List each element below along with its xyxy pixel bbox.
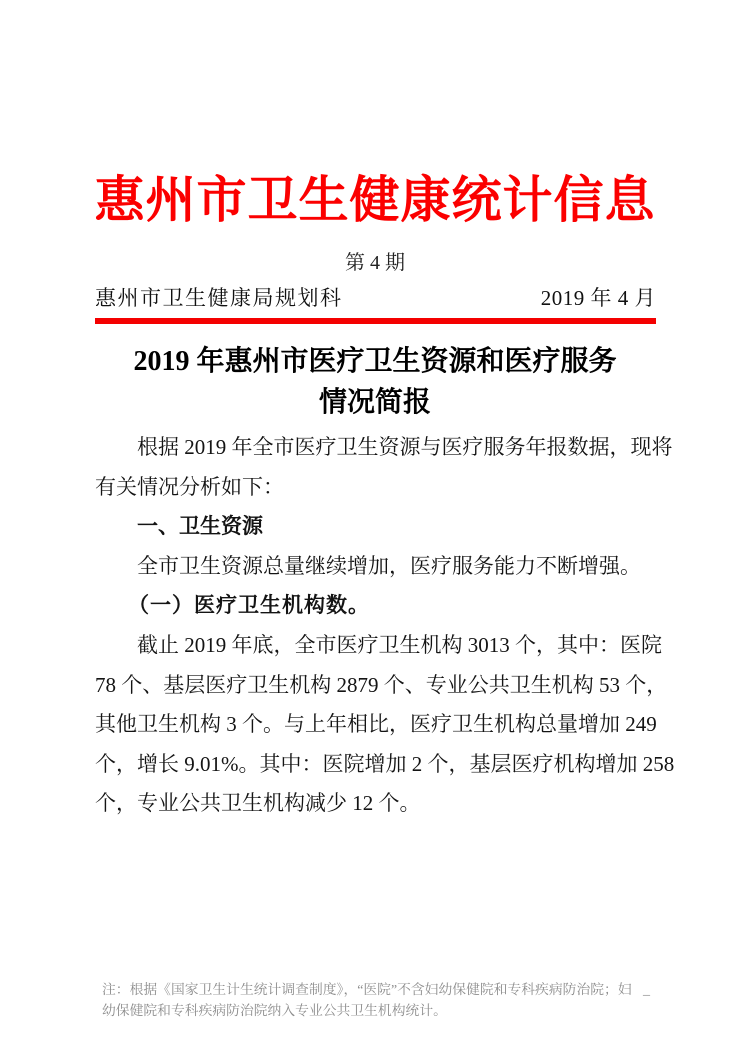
section-heading: 一、卫生资源 (137, 514, 263, 539)
paragraph-line: 个，专业公共卫生机构减少 12 个。 (95, 791, 421, 816)
paragraph-line: 有关情况分析如下： (95, 474, 284, 499)
issue-date: 2019 年 4 月 (540, 286, 656, 310)
footnote (102, 980, 672, 1021)
article-title (0, 341, 750, 423)
scan-artifact-underscore: _ (643, 983, 650, 998)
subsection-heading: （一）医疗卫生机构数。 (128, 593, 370, 618)
article-body (95, 428, 675, 824)
publisher-name: 惠州市卫生健康局规划科 (95, 286, 343, 310)
paragraph-line: 截止 2019 年底，全市医疗卫生机构 3013 个，其中：医院 (137, 632, 662, 657)
red-divider-rule (95, 318, 656, 324)
masthead-title: 惠州市卫生健康统计信息 (94, 172, 656, 228)
paragraph-line: 根据 2019 年全市医疗卫生资源与医疗服务年报数据，现将 (137, 435, 673, 459)
publisher-row (95, 282, 656, 312)
article-title-line-2: 情况简报 (318, 387, 431, 418)
footnote-line-1: 注：根据《国家卫生计生统计调查制度》，“医院”不含妇幼保健院和专科疾病防治院；妇 (102, 982, 632, 997)
paragraph-line: 个，增长 9.01%。其中：医院增加 2 个，基层医疗机构增加 258 (95, 751, 675, 776)
paragraph-line: 其他卫生机构 3 个。与上年相比，医疗卫生机构总量增加 249 (95, 712, 657, 737)
issue-number: 第 4 期 (345, 252, 405, 274)
footnote-line-2: 幼保健院和专科疾病防治院纳入专业公共卫生机构统计。 (102, 1002, 447, 1018)
paragraph-line: 全市卫生资源总量继续增加，医疗服务能力不断增强。 (137, 553, 641, 578)
article-title-line-1: 2019 年惠州市医疗卫生资源和医疗服务 (133, 346, 617, 377)
paragraph-line: 78 个、基层医疗卫生机构 2879 个、专业公共卫生机构 53 个， (95, 672, 668, 697)
